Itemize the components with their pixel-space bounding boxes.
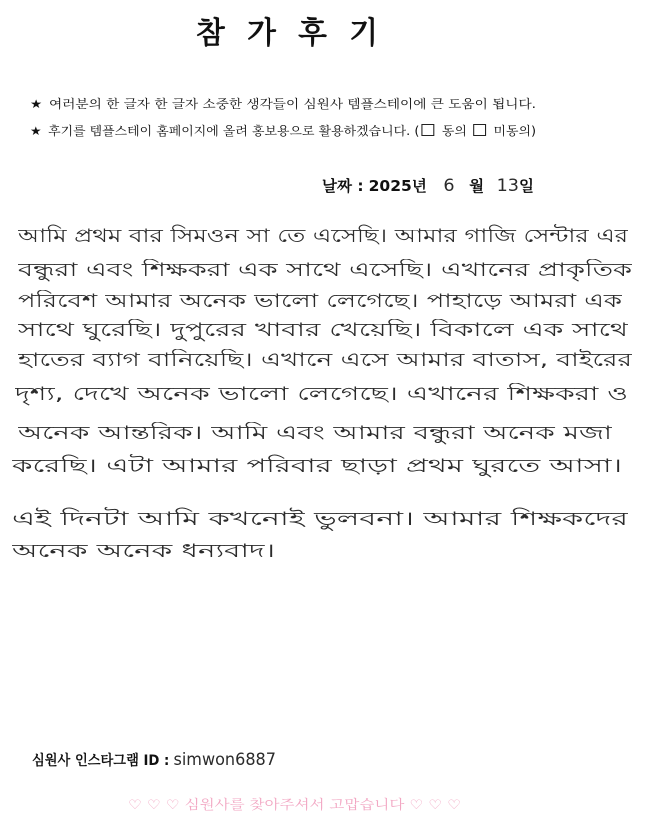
review-line-text: হাতের ব্যাগ বানিয়েছি। এখানে এসে আমার বাতাস, বাইরের	[18, 349, 632, 371]
page-title	[196, 14, 384, 54]
agree-label: 동의	[441, 124, 467, 138]
review-line	[15, 380, 628, 408]
disagree-checkbox	[473, 124, 486, 136]
review-line-text: এই দিনটা আমি কখনোই ভুলবনা। আমার শিক্ষকদের	[12, 508, 628, 530]
date-label: 날짜 :	[322, 177, 364, 195]
review-line-text: বন্ধুরা এবং শিক্ষকরা এক সাথে এসেছি। এখানের প্রাকৃতিক	[18, 259, 632, 281]
review-line-text: আমি প্রথম বার সিমওন সা তে এসেছি। আমার গাজি সেন্টার এর	[18, 225, 628, 247]
instagram-label: 심원사 인스타그램 ID :	[32, 753, 170, 769]
note-line-2	[30, 122, 536, 140]
review-line	[12, 505, 628, 533]
heart-left-icon: ♡ ♡ ♡	[128, 798, 180, 813]
note-line-1	[30, 95, 536, 113]
review-line-text: পরিবেশ আমার অনেক ভালো লেগেছে। পাহাড়ে আমরা এক	[18, 290, 622, 312]
review-line	[18, 316, 628, 344]
thanks-line	[128, 797, 461, 815]
date-day: 13	[496, 176, 519, 196]
review-line-text: দৃশ্য, দেখে অনেক ভালো লেগেছে। এখানের শিক্ষকরা ও	[15, 383, 628, 405]
star-bullet-icon: ★	[30, 97, 43, 111]
star-bullet-icon: ★	[30, 124, 42, 138]
review-line	[18, 256, 632, 284]
date-line	[322, 175, 534, 197]
review-line	[18, 222, 628, 250]
consent-close-paren: )	[530, 124, 536, 138]
note-text: 후기를 템플스테이 홈페이지에 올려 홍보용으로 활용하겠습니다.	[48, 124, 411, 138]
review-line	[18, 346, 632, 374]
agree-checkbox	[422, 124, 435, 136]
date-month-unit: 월	[469, 177, 485, 195]
review-line	[12, 452, 622, 480]
review-line	[18, 419, 612, 447]
disagree-label: 미동의	[493, 124, 531, 138]
consent-open-paren: (	[414, 124, 420, 138]
instagram-id: simwon6887	[173, 750, 276, 770]
review-line-text: সাথে ঘুরেছি। দুপুরের খাবার খেয়েছি। বিকালে এক সাথে	[18, 319, 628, 341]
review-line-text: করেছি। এটা আমার পরিবার ছাড়া প্রথম ঘুরতে আসা।	[12, 455, 622, 477]
date-day-unit: 일	[518, 177, 534, 195]
review-line-text: অনেক অনেক ধন্যবাদ।	[12, 540, 275, 562]
review-line	[12, 537, 275, 565]
page-title-text: 참 가 후 기	[196, 16, 384, 51]
review-line	[18, 287, 622, 315]
date-month: 6	[443, 176, 455, 196]
note-text: 여러분의 한 글자 한 글자 소중한 생각들이 심원사 템플스테이에 큰 도움이 됩니다.	[49, 97, 536, 111]
review-line-text: অনেক আন্তরিক। আমি এবং আমার বন্ধুরা অনেক মজা	[18, 422, 612, 444]
thanks-message: 심원사를 찾아주셔서 고맙습니다	[184, 798, 405, 813]
date-year: 2025년	[368, 177, 427, 195]
instagram-line	[32, 750, 276, 770]
heart-right-icon: ♡ ♡ ♡	[409, 798, 461, 813]
